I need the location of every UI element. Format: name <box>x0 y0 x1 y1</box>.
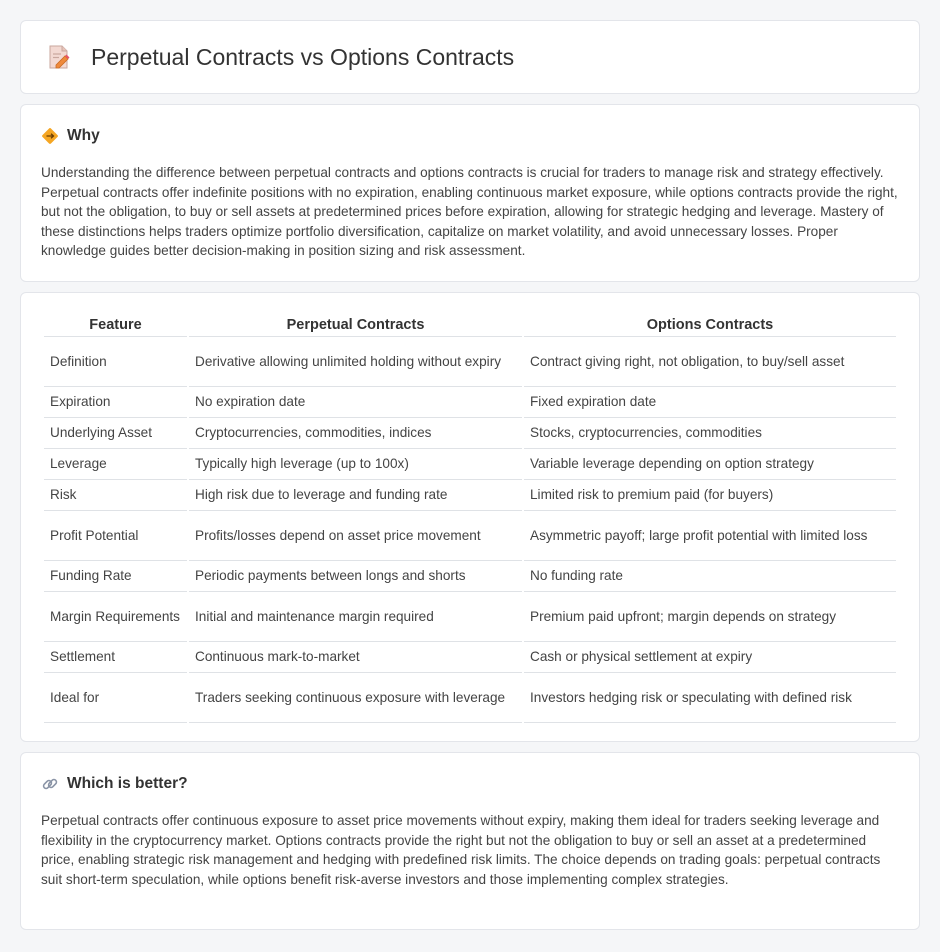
options-cell: Stocks, cryptocurrencies, commodities <box>524 418 896 449</box>
feature-cell: Leverage <box>44 449 187 480</box>
feature-cell: Ideal for <box>44 673 187 723</box>
table-row <box>44 337 896 387</box>
which-is-better-section <box>20 752 920 930</box>
table-row <box>44 511 896 561</box>
header-feature: Feature <box>44 313 187 337</box>
comparison-table-card <box>20 292 920 742</box>
options-cell: Limited risk to premium paid (for buyers) <box>524 480 896 511</box>
link-icon <box>41 775 59 793</box>
perpetual-cell: Initial and maintenance margin required <box>189 592 522 642</box>
perpetual-cell: Typically high leverage (up to 100x) <box>189 449 522 480</box>
options-cell: No funding rate <box>524 561 896 592</box>
feature-cell: Funding Rate <box>44 561 187 592</box>
table-row <box>44 673 896 723</box>
why-section <box>20 104 920 282</box>
perpetual-cell: High risk due to leverage and funding rate <box>189 480 522 511</box>
table-row <box>44 480 896 511</box>
why-text: Understanding the difference between perpetual contracts and options contracts is crucial for traders to manage risk and strategy effectively. Perpetual contracts offer indefinite positions with no expiration, enabling continuous market exposure, while options contracts provide the right, but not the obligation, to buy or sell assets at predetermined prices before expiration, allowing for strategic hedging and leverage. Mastery of these distinctions helps traders optimize portfolio diversification, capitalize on market volatility, and avoid unnecessary losses. Proper knowledge guides better decision-making in position sizing and risk assessment. <box>41 165 898 259</box>
perpetual-cell: Derivative allowing unlimited holding without expiry <box>189 337 522 387</box>
perpetual-cell: Traders seeking continuous exposure with leverage <box>189 673 522 723</box>
options-cell: Premium paid upfront; margin depends on strategy <box>524 592 896 642</box>
perpetual-cell: Cryptocurrencies, commodities, indices <box>189 418 522 449</box>
perpetual-cell: Continuous mark-to-market <box>189 642 522 673</box>
perpetual-cell: No expiration date <box>189 387 522 418</box>
why-heading: Why <box>67 127 100 144</box>
feature-cell: Profit Potential <box>44 511 187 561</box>
options-cell: Contract giving right, not obligation, to buy/sell asset <box>524 337 896 387</box>
header-perpetual: Perpetual Contracts <box>189 313 522 337</box>
document-pencil-icon <box>47 44 71 70</box>
table-row <box>44 561 896 592</box>
better-heading: Which is better? <box>67 775 188 792</box>
feature-cell: Settlement <box>44 642 187 673</box>
table-row <box>44 592 896 642</box>
feature-cell: Expiration <box>44 387 187 418</box>
options-cell: Investors hedging risk or speculating with defined risk <box>524 673 896 723</box>
feature-cell: Underlying Asset <box>44 418 187 449</box>
header-options: Options Contracts <box>524 313 896 337</box>
options-cell: Variable leverage depending on option strategy <box>524 449 896 480</box>
title-card <box>20 20 920 94</box>
comparison-table <box>42 313 898 723</box>
feature-cell: Definition <box>44 337 187 387</box>
diamond-arrows-icon <box>41 127 59 145</box>
table-row <box>44 387 896 418</box>
page-title: Perpetual Contracts vs Options Contracts <box>91 43 515 70</box>
options-cell: Cash or physical settlement at expiry <box>524 642 896 673</box>
feature-cell: Margin Requirements <box>44 592 187 642</box>
perpetual-cell: Periodic payments between longs and shorts <box>189 561 522 592</box>
table-row <box>44 449 896 480</box>
options-cell: Asymmetric payoff; large profit potential with limited loss <box>524 511 896 561</box>
feature-cell: Risk <box>44 480 187 511</box>
better-text: Perpetual contracts offer continuous exposure to asset price movements without expiry, making them ideal for traders seeking leverage and flexibility in the cryptocurrency market. Options contracts provide the right but not the obligation to buy or sell an asset at a predetermined price, enabling strategic risk management and hedging with predefined risk limits. The choice depends on trading goals: perpetual contracts suit short-term speculation, while options benefit risk-averse investors and those implementing complex strategies. <box>41 813 881 887</box>
options-cell: Fixed expiration date <box>524 387 896 418</box>
table-row <box>44 418 896 449</box>
table-row <box>44 642 896 673</box>
perpetual-cell: Profits/losses depend on asset price movement <box>189 511 522 561</box>
